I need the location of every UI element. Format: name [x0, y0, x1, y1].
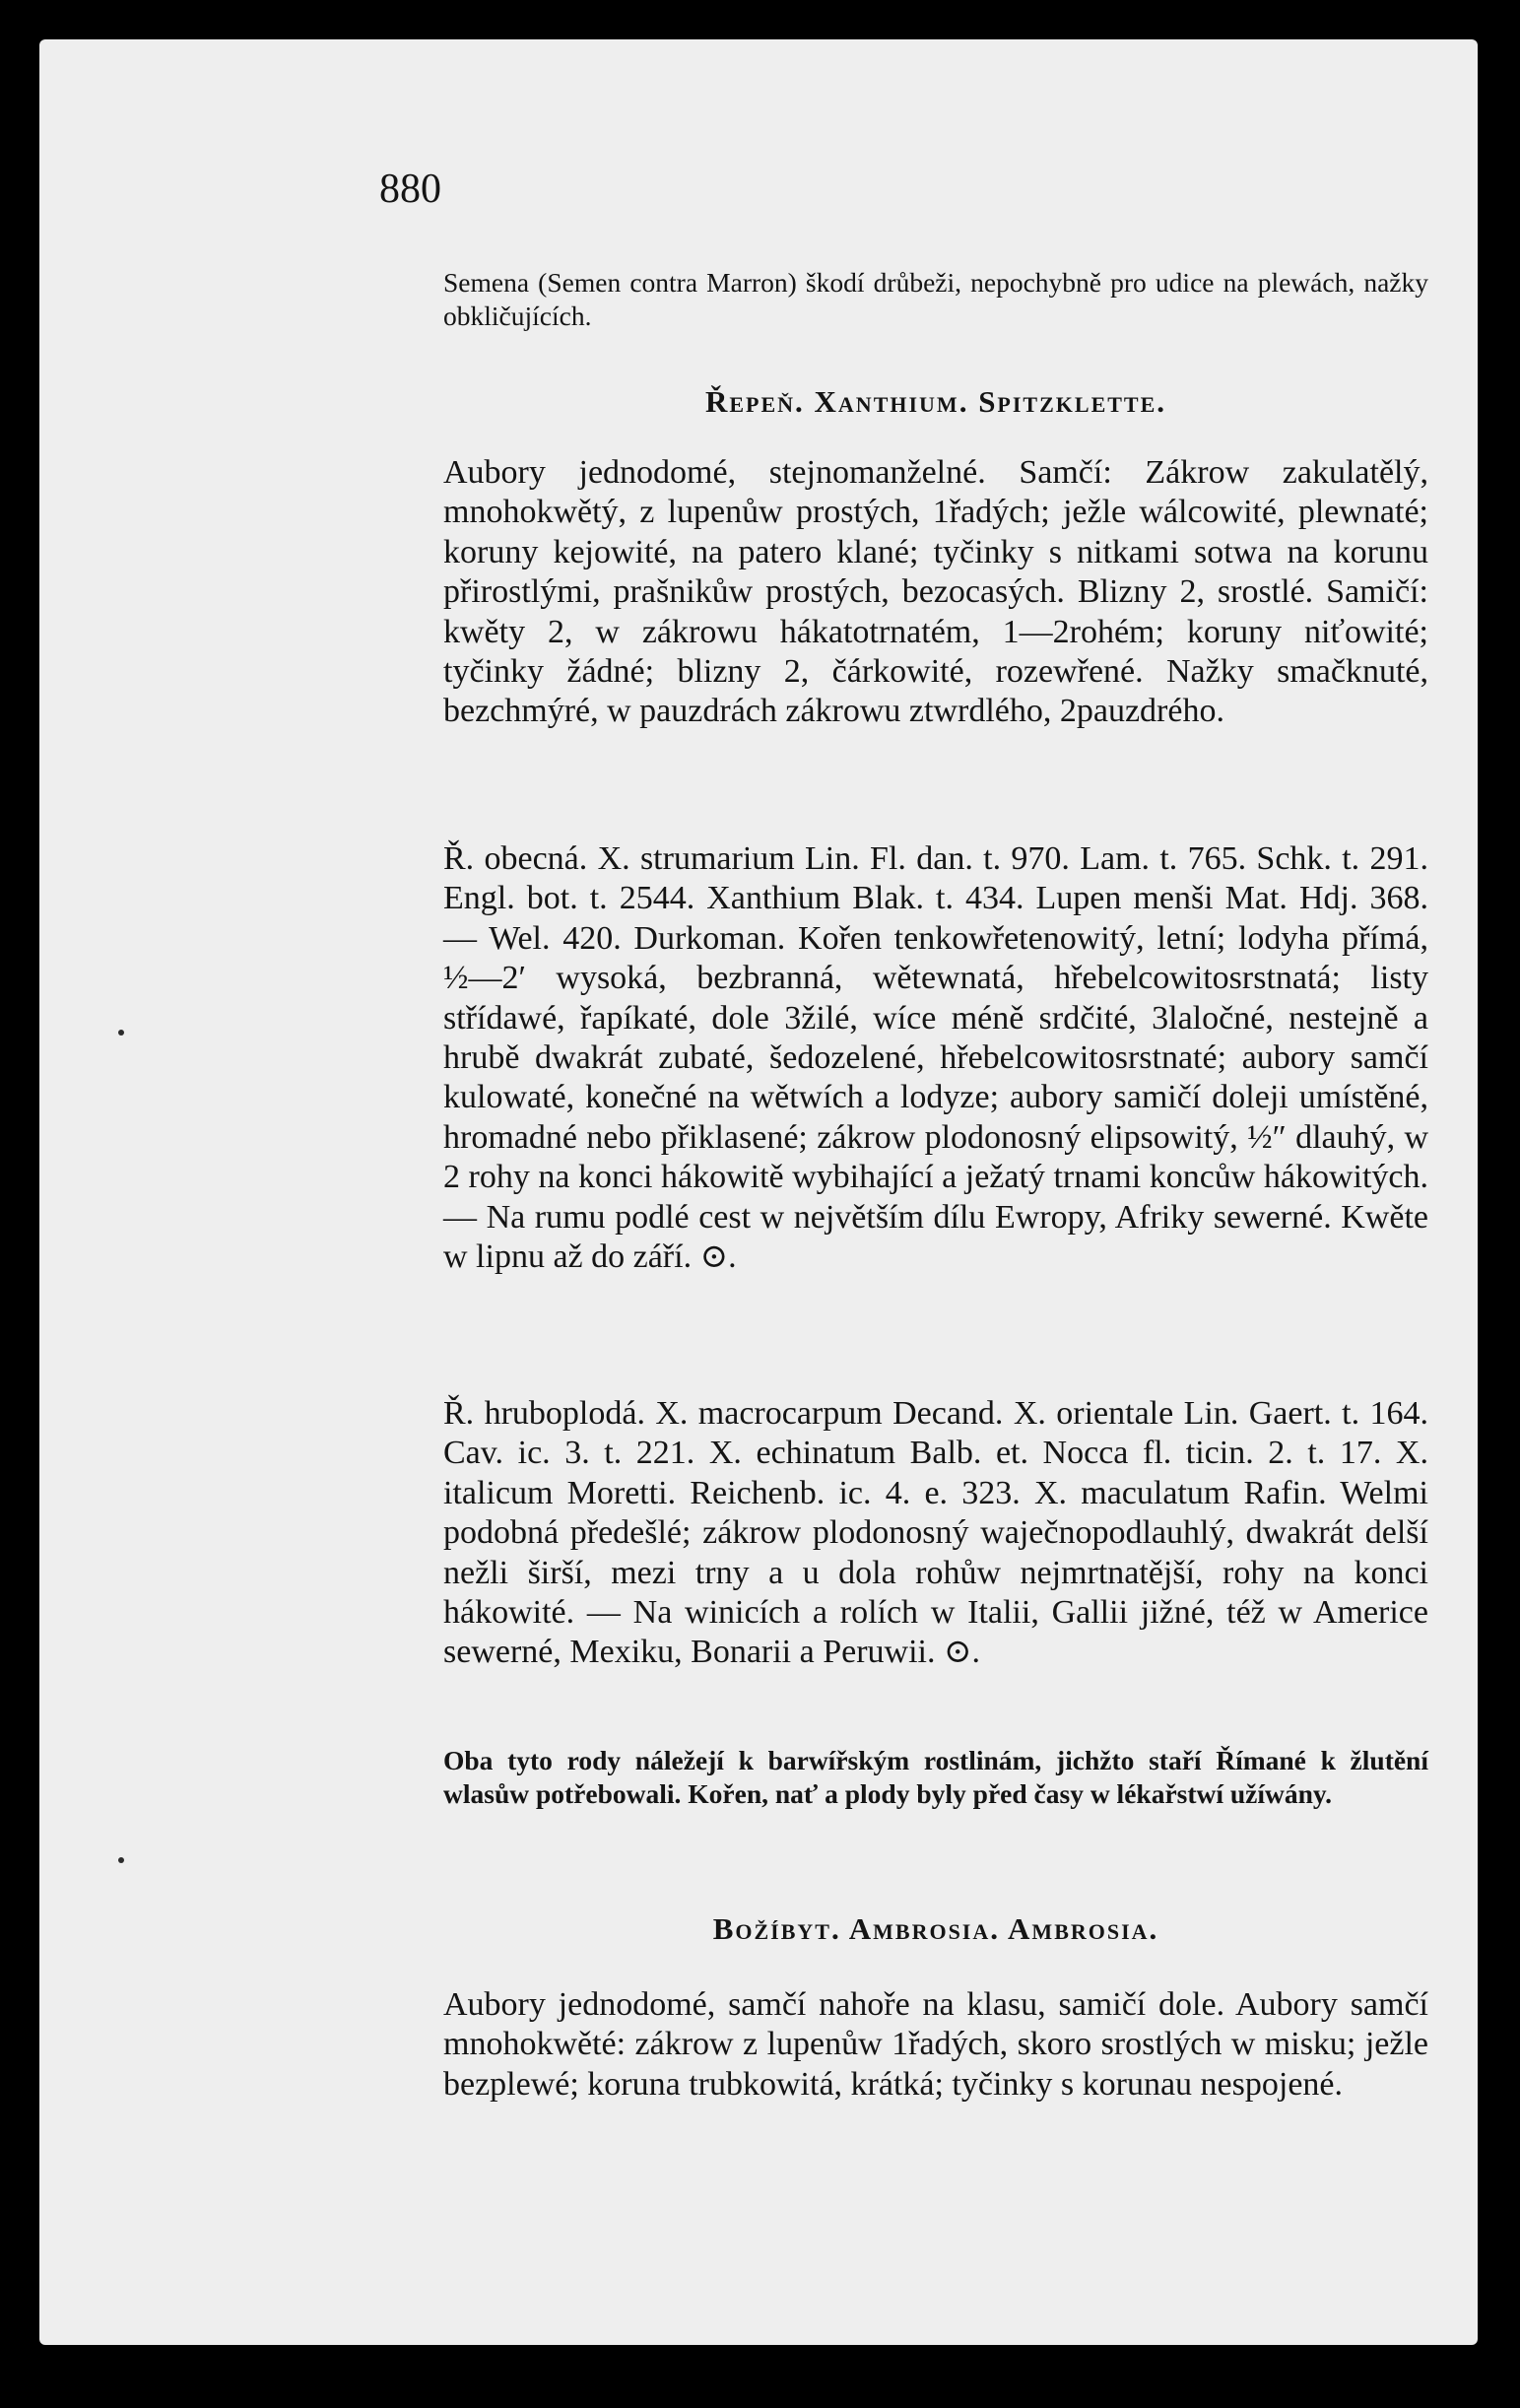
species-xanthium-macrocarpum: Ř. hruboplodá. X. macrocarpum Decand. X. orientale Lin. Gaert. t. 164. Cav. ic. 3. t. 221. X. echinatum Balb. et. Nocca fl. ticin. 2. t. 17. X. italicum Moretti. Reichenb. ic. 4. e. 323. X. maculatum Rafin. Welmi podobná předešlé; zákrow plodonosný waječnopodlauhlý, dwakrát delší nežli širší, mezi trny a u dola rohůw nejmrtnatější, rohy na konci hákowité. — Na winicích a rolích w Italii, Gallii jižné, též w Americe sewerné, Mexiku, Bonarii a Peruwii. ⊙.: [443, 1395, 1428, 1671]
footnote: Oba tyto rody náležejí k barwířským rostlinám, jichžto staří Římané k žlutění wlasůw potřebowali. Kořen, nať a plody byly před časy w lékařstwí užíwány.: [443, 1745, 1428, 1809]
book-page: [39, 39, 1478, 2345]
page-number: 880: [379, 167, 441, 212]
section-heading-xanthium: Řepeň. Xanthium. Spitzklette.: [704, 384, 1167, 419]
section-heading-ambrosia: Božíbyt. Ambrosia. Ambrosia.: [712, 1911, 1159, 1946]
genus-description-xanthium: Aubory jednodomé, stejnomanželné. Samčí: Zákrow zakulatělý, mnohokwětý, z lupenůw prostých, 1řadých; ježle wálcowité, plewnaté; koruny kejowité, na patero klané; tyčinky s nitkami sotwa na korunu přirostlými, prašnikůw prostých, bezocasých. Blizny 2, srostlé. Samičí: kwěty 2, w zákrowu hákatotrnatém, 1—2rohém; koruny niťowité; tyčinky žádné; blizny 2, čárkowité, rozewřené. Nažky smačknuté, bezchmýré, w pauzdrách zákrowu ztwrdlého, 2pauzdrého.: [443, 454, 1428, 730]
margin-mark: [118, 1857, 124, 1863]
margin-mark: [118, 1030, 124, 1036]
genus-description-ambrosia: Aubory jednodomé, samčí nahoře na klasu, samičí dole. Aubory samčí mnohokwěté: zákrow z lupenůw 1řadých, skoro srostlých w misku; ježle bezplewé; koruna trubkowitá, krátká; tyčinky s korunau nespojené.: [443, 1986, 1428, 2103]
species-xanthium-strumarium: Ř. obecná. X. strumarium Lin. Fl. dan. t. 970. Lam. t. 765. Schk. t. 291. Engl. bot. t. 2544. Xanthium Blak. t. 434. Lupen menši Mat. Hdj. 368. — Wel. 420. Durkoman. Kořen tenkowřetenowitý, letní; lodyha přímá, ½—2′ wysoká, bezbranná, wětewnatá, hřebelcowitosrstnatá; listy střídawé, řapíkaté, dole 3žilé, wíce méně srdčité, 3laločné, nestejně a hrubě dwakrát zubaté, šedozelené, hřebelcowitosrstnaté; aubory samčí kulowaté, konečné na wětwích a lodyze; aubory samičí doleji umístěné, hromadné nebo přiklasené; zákrow plodonosný elipsowitý, ½″ dlauhý, w 2 rohy na konci hákowitě wybihající a ježatý trnami koncůw hákowitých. — Na rumu podlé cest w největším dílu Ewropy, Afriky sewerné. Kwěte w lipnu až do září. ⊙.: [443, 840, 1428, 1276]
intro-paragraph: Semena (Semen contra Marron) škodí drůbeži, nepochybně pro udice na plewách, nažky obkličujících.: [443, 267, 1428, 331]
